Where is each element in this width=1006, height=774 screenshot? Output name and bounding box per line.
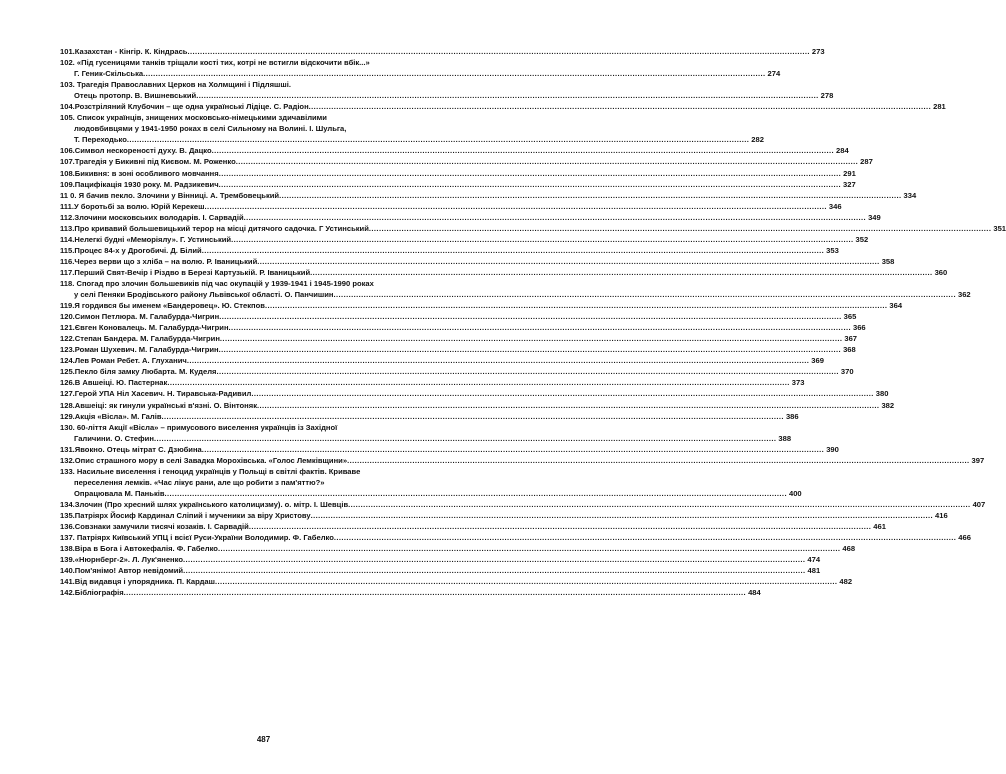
toc-entry-title: 119.Я гордився бы именем «Бандеровец». Ю. Стекпов xyxy=(60,301,265,311)
toc-entry-title: 129.Акція «Вісла». М. Галів xyxy=(60,411,162,421)
toc-entry-page: 367 xyxy=(844,334,858,344)
dot-leader xyxy=(124,587,746,598)
toc-entry xyxy=(60,366,854,377)
toc-entry-line xyxy=(60,68,781,79)
toc-entry-line xyxy=(60,455,985,466)
toc-entry-page: 358 xyxy=(881,256,895,266)
dot-leader xyxy=(187,355,809,366)
toc-entry-page: 388 xyxy=(778,433,792,443)
toc-entry-title: 124.Лев Роман Ребет. А. Глуханич xyxy=(60,356,187,366)
toc-entry-title: 122.Степан Бандера. М. Галабурда-Чигрин xyxy=(60,334,220,344)
toc-entry-line xyxy=(60,311,857,322)
toc-entry-title: 114.Нелегкі будні «Меморіялу». Г. Устинський xyxy=(60,234,232,244)
toc-entry xyxy=(60,355,824,366)
dot-leader xyxy=(334,532,956,543)
toc-entry-title: 131.Явокно. Отець мітрат С. Дзюбина xyxy=(60,444,202,454)
toc-entry-title: 11 0. Я бачив пекло. Злочини у Вінниці. А. Трембовецький xyxy=(60,190,280,200)
toc-entry-line xyxy=(60,101,946,112)
toc-entry-page: 278 xyxy=(820,91,834,101)
dot-leader xyxy=(311,510,933,521)
toc-entry-title: 127.Герой УПА Ніл Хасевич. Н. Тиравська-Радивил xyxy=(60,389,252,399)
toc-entry xyxy=(60,565,821,576)
toc-entry-title: 140.Пом'янімо! Автор невідомий xyxy=(60,566,184,576)
toc-entry xyxy=(60,190,917,201)
toc-entry-title: 139.«Нюрнберг-2». Л. Лук'яненко xyxy=(60,555,183,565)
dot-leader xyxy=(249,521,871,532)
toc-entry-page: 282 xyxy=(751,135,764,145)
dot-leader xyxy=(236,156,858,167)
toc-entry-page: 461 xyxy=(873,522,886,532)
toc-entry-title: Т. Переходько xyxy=(74,135,127,145)
toc-entry-page: 291 xyxy=(843,168,856,178)
toc-entry-line xyxy=(60,587,761,598)
toc-entry-line xyxy=(60,201,842,212)
toc-entry-page: 353 xyxy=(826,245,839,255)
toc-entry-page: 482 xyxy=(839,577,853,587)
toc-entry-title: 104.Розстріляний Клубочин – ще одна українські Лідіце. С. Радіон xyxy=(60,102,309,112)
toc-entry-line xyxy=(60,179,856,190)
toc-entry-page: 397 xyxy=(971,455,985,465)
toc-entry-title: 117.Перший Свят-Вечір і Різдво в Березі Картузькій. Р. Іваницький xyxy=(60,267,311,277)
toc-entry-title: Опрацювала М. Паньків xyxy=(74,488,165,498)
toc-entry xyxy=(60,576,853,587)
toc-entry-page: 352 xyxy=(855,234,869,244)
toc-entry xyxy=(60,145,849,156)
toc-entry-line xyxy=(60,344,856,355)
toc-entry-page: 407 xyxy=(972,499,986,509)
toc-entry-page: 369 xyxy=(811,356,824,366)
toc-entry-title: переселення лемків. «Час лікує рани, але що робити з пам'яттю?» xyxy=(74,477,325,487)
toc-entry-line xyxy=(60,377,805,388)
toc-entry-title: 133. Насильне виселення і геноцид українців у Польщі в світлі фактів. Криваве xyxy=(60,466,361,476)
dot-leader xyxy=(257,256,879,267)
toc-entry xyxy=(60,400,895,411)
toc-entry-line xyxy=(60,521,886,532)
toc-entry-line xyxy=(60,289,971,300)
toc-entry xyxy=(60,79,834,101)
toc-entry-page: 481 xyxy=(807,566,821,576)
toc-entry-title: Г. Геник-Скільська xyxy=(74,69,144,79)
toc-entry-title: 116.Через верви що з хліба – на волю. Р. Іваницький xyxy=(60,256,258,266)
toc-entry-page: 360 xyxy=(934,267,948,277)
toc-entry-line xyxy=(60,223,1006,234)
toc-entry-title: 137. Патріярх Київський УПЦ і всієї Руси-України Володимир. Ф. Габелко xyxy=(60,533,334,543)
dot-leader xyxy=(162,411,784,422)
toc-entry-title: 132.Опис страшного мору в селі Завадка Мороxівська. «Голос Лемківщини» xyxy=(60,455,348,465)
toc-entry xyxy=(60,245,839,256)
toc-entry-page: 349 xyxy=(868,212,881,222)
dot-leader xyxy=(310,267,932,278)
toc-entry xyxy=(60,344,856,355)
toc-entry xyxy=(60,168,856,179)
toc-entry-page: 334 xyxy=(903,190,917,200)
toc-entry-page: 368 xyxy=(843,345,856,355)
dot-leader xyxy=(265,300,887,311)
toc-entry-page: 484 xyxy=(748,588,761,598)
toc-entry-line xyxy=(60,554,821,565)
toc-entry-line xyxy=(60,333,858,344)
dot-leader xyxy=(257,400,879,411)
dot-leader xyxy=(215,576,837,587)
toc-entry-line xyxy=(60,488,802,499)
toc-entry xyxy=(60,311,857,322)
toc-entry xyxy=(60,267,948,278)
toc-entry xyxy=(60,256,895,267)
toc-entry-line xyxy=(60,433,792,444)
toc-entry-title: 126.В Авшеіці. Ю. Пастернак xyxy=(60,378,168,388)
toc-entry-title: 111.У боротьбі за волю. Юрій Керекеш xyxy=(60,201,205,211)
dot-leader xyxy=(202,444,824,455)
toc-entry-title: 120.Симон Петлюра. М. Галабурда-Чигрин xyxy=(60,312,220,322)
toc-entry-line xyxy=(60,90,834,101)
toc-entry-line xyxy=(60,256,895,267)
toc-entry-title: 113.Про кривавий большевицький терор на місці дитячого садочка. Г Устинський xyxy=(60,223,369,233)
toc-entry-title: 141.Від видавця і упорядника. П. Кардаш xyxy=(60,577,215,587)
toc-entry xyxy=(60,101,946,112)
toc-entry xyxy=(60,532,971,543)
toc-entry-page: 382 xyxy=(881,400,895,410)
toc-entry-line xyxy=(60,212,881,223)
toc-entry xyxy=(60,466,802,499)
toc-entry xyxy=(60,455,985,466)
toc-entry-line xyxy=(60,576,853,587)
toc-entry xyxy=(60,156,873,167)
dot-leader xyxy=(218,543,840,554)
toc-entry-page: 380 xyxy=(875,389,889,399)
toc-entry-page: 416 xyxy=(935,510,948,520)
toc-entry xyxy=(60,322,866,333)
toc-entry-line xyxy=(60,300,903,311)
toc-entry xyxy=(60,112,764,145)
toc-entry-page: 284 xyxy=(836,146,849,156)
toc-entry-line xyxy=(60,322,866,333)
toc-entry-line xyxy=(60,388,889,399)
toc-entry xyxy=(60,388,889,399)
toc-entry-line xyxy=(60,444,839,455)
toc-entry xyxy=(60,234,869,245)
toc-entry-page: 466 xyxy=(958,533,971,543)
dot-leader xyxy=(204,201,826,212)
dot-leader xyxy=(229,322,851,333)
toc-entry-title: 125.Пекло біля замку Любарта. М. Куделя xyxy=(60,367,217,377)
toc-entry-line xyxy=(60,134,764,145)
toc-entry-line xyxy=(60,267,948,278)
dot-leader xyxy=(251,388,873,399)
toc-entry-line xyxy=(60,234,869,245)
dot-leader xyxy=(143,68,765,79)
dot-leader xyxy=(231,234,853,245)
toc-entry-page: 400 xyxy=(788,488,802,498)
toc-entry-title: Галичини. О. Стефин xyxy=(74,433,154,443)
dot-leader xyxy=(183,565,805,576)
toc-entry-title: Отець протопр. В. Вишневський xyxy=(74,91,197,101)
toc-entry xyxy=(60,300,903,311)
dot-leader xyxy=(334,289,956,300)
toc-entry-line xyxy=(60,366,854,377)
dot-leader xyxy=(196,90,818,101)
dot-leader xyxy=(183,554,805,565)
toc-entry xyxy=(60,212,881,223)
toc-entry xyxy=(60,587,761,598)
dot-leader xyxy=(369,223,991,234)
toc-entry xyxy=(60,333,858,344)
toc-entry-line xyxy=(60,156,873,167)
toc-entry-page: 373 xyxy=(791,378,805,388)
dot-leader xyxy=(220,333,842,344)
toc-entry xyxy=(60,201,842,212)
dot-leader xyxy=(348,499,970,510)
toc-entry-title: 105. Список українців, знищених московсько-німецькими здичавілими xyxy=(60,113,327,123)
toc-entry-page: 351 xyxy=(993,223,1006,233)
toc-entry xyxy=(60,543,856,554)
dot-leader xyxy=(219,168,841,179)
toc-entry xyxy=(60,444,839,455)
toc-entry-line xyxy=(60,190,917,201)
toc-entry-title: 128.Авшеіці: як гинули українські в'язні. О. Вінтоняк xyxy=(60,400,257,410)
dot-leader xyxy=(212,145,834,156)
toc-entry-title: 107.Трагедія у Бикивні під Києвом. М. Роженко xyxy=(60,157,236,167)
toc-entry-title: 135.Патріярх Йосиф Кардинал Сліпий і мученики за віру Христову xyxy=(60,510,311,520)
toc-entry-page: 365 xyxy=(843,312,857,322)
dot-leader xyxy=(219,344,841,355)
toc-entry-title: 102. «Під гусеницями танків тріщали кості тих, котрі не встигли відскочити вбік...» xyxy=(60,58,370,68)
dot-leader xyxy=(187,46,809,57)
toc-entry-title: 109.Пацифікація 1930 року. М. Радзикевич xyxy=(60,179,219,189)
toc-entry-line xyxy=(60,245,839,256)
toc-entry-page: 390 xyxy=(826,444,839,454)
toc-entry-title: 130. 60-ліття Акції «Вісла» – примусового виселення українців із Західної xyxy=(60,422,338,432)
toc-entry-title: людовбивцями у 1941-1950 роках в селі Сильному на Волині. І. Шульга, xyxy=(74,124,347,134)
toc-entry-title: 112.Злочини московських володарів. І. Сарвадій xyxy=(60,212,244,222)
toc-entry-title: 134.Злочин (Про хресний шлях українського католицизму). о. мітр. І. Шевців xyxy=(60,499,349,509)
toc-entry-line xyxy=(60,46,825,57)
toc-entry-line xyxy=(60,510,948,521)
toc-entry-page: 474 xyxy=(807,555,821,565)
toc-entry-line xyxy=(60,565,821,576)
toc-entry xyxy=(60,57,781,79)
toc-entry-title: 108.Бикивня: в зоні особливого мовчання xyxy=(60,168,219,178)
table-of-contents xyxy=(60,46,1006,598)
toc-entry-line xyxy=(60,411,799,422)
toc-entry-page: 327 xyxy=(843,179,856,189)
toc-entry-page: 364 xyxy=(889,301,903,311)
toc-entry-line xyxy=(60,145,849,156)
dot-leader xyxy=(279,190,901,201)
toc-entry-page: 362 xyxy=(957,290,971,300)
toc-entry xyxy=(60,278,971,300)
dot-leader xyxy=(216,366,838,377)
toc-entry xyxy=(60,510,948,521)
toc-entry-page: 468 xyxy=(842,544,856,554)
toc-entry-page: 386 xyxy=(785,411,799,421)
dot-leader xyxy=(309,101,931,112)
dot-leader xyxy=(165,488,787,499)
toc-entry-title: у селі Пеняки Бродівського району Львівської області. О. Панчишин xyxy=(74,290,334,300)
toc-entry-title: 118. Спогад про злочин большевиків під час окупацій у 1939-1941 і 1945-1990 роках xyxy=(60,278,374,288)
toc-entry xyxy=(60,422,792,444)
toc-entry-page: 366 xyxy=(852,323,866,333)
toc-entry-line xyxy=(60,355,824,366)
toc-entry-title: 103. Трагедія Православних Церков на Холмщині і Підляшші. xyxy=(60,80,291,90)
toc-entry-title: 121.Євген Коновалець. М. Галабурда-Чигрин xyxy=(60,323,229,333)
dot-leader xyxy=(219,179,841,190)
toc-entry xyxy=(60,554,821,565)
dot-leader xyxy=(202,245,824,256)
toc-entry-page: 346 xyxy=(828,201,842,211)
toc-entry-title: 123.Роман Шухевич. М. Галабурда-Чигрин xyxy=(60,345,219,355)
page-number: 487 xyxy=(256,735,271,744)
dot-leader xyxy=(127,134,749,145)
toc-entry-title: 138.Віра в Бога і Автокефалія. Ф. Габелко xyxy=(60,544,218,554)
toc-entry-page: 273 xyxy=(811,47,825,56)
toc-entry-title: 115.Процес 84-х у Дрогобичі. Д. Білий xyxy=(60,245,202,255)
toc-entry-line xyxy=(60,168,856,179)
toc-entry xyxy=(60,411,799,422)
toc-entry xyxy=(60,499,986,510)
toc-entry xyxy=(60,223,1006,234)
dot-leader xyxy=(244,212,866,223)
toc-entry-title: 142.Бібліографія xyxy=(60,588,124,598)
toc-entry-page: 281 xyxy=(933,102,946,112)
dot-leader xyxy=(219,311,841,322)
dot-leader xyxy=(154,433,776,444)
toc-entry-line xyxy=(60,543,856,554)
toc-entry-title: 136.Совзнаки замучили тисячі козаків. І. Сарвадій xyxy=(60,522,249,532)
toc-entry-line xyxy=(60,532,971,543)
toc-entry xyxy=(60,46,825,57)
toc-entry-page: 274 xyxy=(767,69,781,79)
dot-leader xyxy=(347,455,969,466)
toc-entry-line xyxy=(60,400,895,411)
toc-entry xyxy=(60,521,886,532)
toc-entry xyxy=(60,179,856,190)
toc-entry-line xyxy=(60,499,986,510)
toc-entry xyxy=(60,377,805,388)
toc-entry-page: 287 xyxy=(860,157,873,167)
toc-entry-title: 101.Казахстан - Кінгір. К. Кіндрась xyxy=(60,47,188,56)
dot-leader xyxy=(167,377,789,388)
toc-entry-page: 370 xyxy=(840,367,854,377)
toc-entry-title: 106.Символ нескореності духу. В. Дацко xyxy=(60,146,212,156)
